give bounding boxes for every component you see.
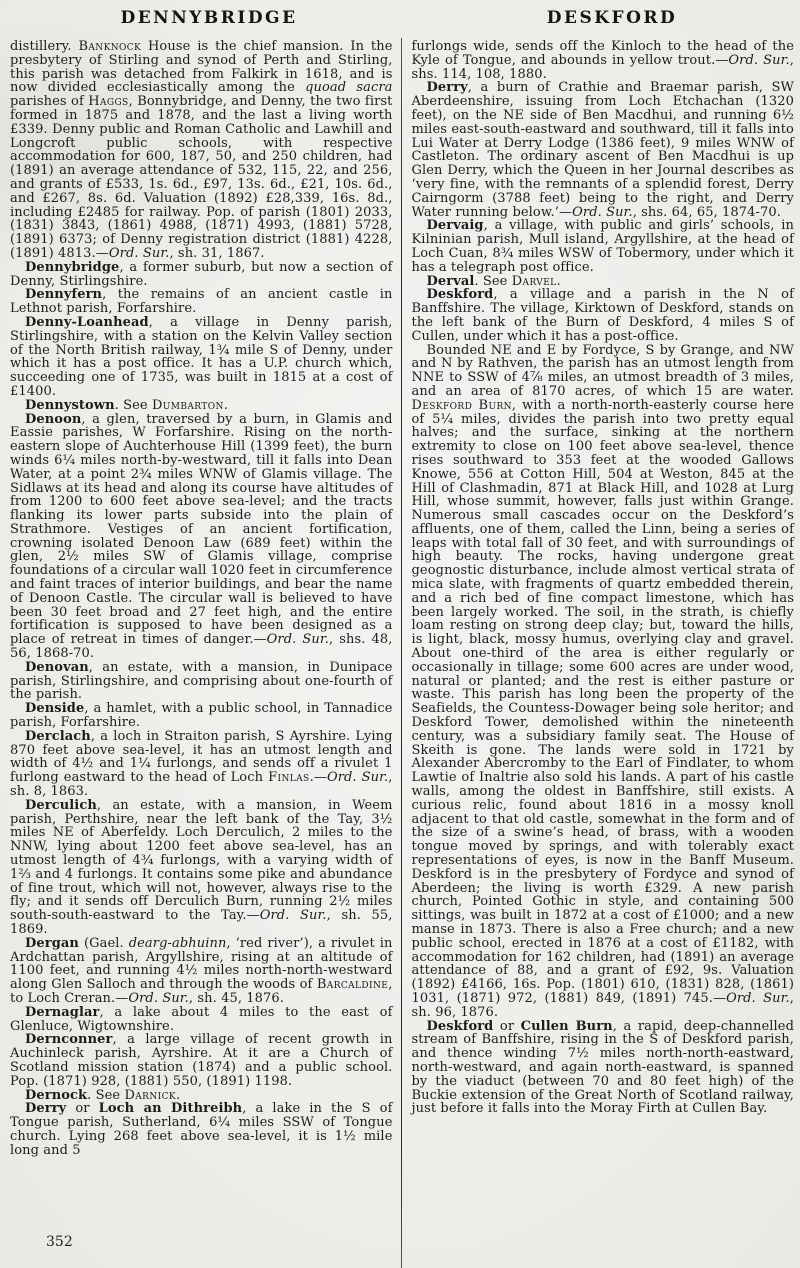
body-text: , sh. 96, 1876. [411,990,794,1020]
body-text: , a loch in Straiton parish, S Ayrshire. Lying 870 feet above sea-level, it has an utmost length and width of 4½ and 1¼ furlongs, and sends off a rivulet 1 furlong eastward to the head of Loch [10,728,393,786]
entry-paragraph [412,344,795,1020]
entry-paragraph [10,661,393,702]
entry-paragraph [10,937,393,1006]
body-text: , a large village of recent growth in Auchinleck parish, Ayrshire. At it are a Church of Scotland mission station (1874) and a public school. Pop. (1871) 928, (1881) 550, (1891) 1198. [10,1032,393,1089]
page-number: 352 [46,1234,73,1250]
source-citation: Ord. Sur. [259,908,327,924]
body-text: , a former suburb, but now a section of Denny, Stirlingshire. [10,259,393,289]
body-text: . See [114,397,152,413]
left-column [0,38,401,1234]
cross-reference: Haggs [88,94,129,110]
entry-paragraph [10,1102,393,1157]
body-text: , ‘red river’), a rivulet in Ardchattan parish, Argyllshire, rising at an altitude of 1100 feet, and running 4½ miles north-north-westward along Glen Salloch and through the woods of [10,935,393,993]
body-text: , a lake in the S of Tongue parish, Sutherland, 6¼ miles SSW of Tongue church. Lying 268 feet above sea-level, it is 1½ mile long and 5 [10,1101,393,1158]
body-text: . [223,397,228,413]
entry-paragraph [412,288,795,343]
body-text: , sh. 55, 1869. [10,908,393,937]
body-text: , a hamlet, with a public school, in Tannadice parish, Forfarshire. [10,701,393,731]
cross-reference: Barcaldine [316,977,389,993]
entry-paragraph [10,288,393,316]
cross-reference: Darvel [511,273,557,289]
entry-paragraph [10,261,393,289]
entry-paragraph [10,316,393,399]
entry-name: Derclach [25,728,91,744]
entry-name: Denny-Loanhead [25,314,149,330]
running-heads [0,8,800,38]
entry-paragraph [10,730,393,799]
body-text: , shs. 114, 108, 1880. [411,52,794,82]
body-text: , sh. 31, 1867. [169,245,265,261]
body-text: , sh. 8, 1863. [10,770,393,800]
entry-name: Dernock [25,1087,88,1103]
entry-name: Deskford [426,1018,494,1034]
entry-name: Derculich [25,797,97,813]
body-text: , a rapid, deep-channelled stream of Banffshire, rising in the S of Deskford parish, and thence winding 7½ miles north-north-eastward, north-westward, and again north-eastward, is spanned by the viaduct (between 70 and 80 feet high) of the Buckie extension of the Great North of Scotland railway, just before it falls into the Moray Firth at Cullen Bay. [411,1018,794,1117]
body-text: .— [309,770,327,786]
body-text: , the remains of an ancient castle in Lethnot parish, Forfarshire. [10,287,393,317]
entry-name: Deskford [426,287,494,303]
entry-name: Cullen Burn [520,1018,613,1034]
body-text: , shs. 48, 56, 1868-70. [10,632,393,662]
entry-name: Dennybridge [25,259,120,275]
body-text: or [493,1018,521,1034]
entry-paragraph [10,40,393,261]
cross-reference: Deskford Burn [411,397,512,413]
entry-paragraph [10,702,393,730]
body-text: , a glen, traversed by a burn, in Glamis and Eassie parishes, W Forfarshire. Rising on the north-eastern slope of Auchterhouse Hill (1399 feet), the burn winds 6¼ miles north-by-westward, till it falls into Dean Water, at a point 2¾ miles WNW of Glamis village. The Sidlaws at its head and along its course have altitudes of from 1200 to 600 feet above sea-level; and the tracts flanking its lower parts subside into the plain of Strathmore. Vestiges of an ancient fortification, crowning isolated Denoon Law (689 feet) within the glen, 2½ miles SW of Glamis village, comprise foundations of a circular wall 1020 feet in circumference and faint traces of interior buildings, and bear the name of Denoon Castle. The circular wall is believed to have been 30 feet broad and 27 feet high, and the entire fortification is supposed to have been designed as a place of retreat in times of danger.— [10,411,393,648]
body-text: (Gael. [78,935,129,951]
source-citation: Ord. Sur. [266,632,330,648]
entry-paragraph [412,219,795,274]
source-citation: Ord. Sur. [728,52,790,68]
body-text: , Bonnybridge, and Denny, the two first formed in 1875 and 1878, and the last a living worth £339. Denny public and Roman Catholic and Lawhill and Longcroft public schools, with respective accommodation for 600, 187, 50, and 250 children, had (1891) an average attendance of 532, 115, 22, and 256, and grants of £533, 1s. 6d., £97, 13s. 6d., £21, 10s. 6d., and £267, 8s. 6d. Valuation (1892) £28,339, 16s. 8d., including £2485 for railway. Pop. of parish (1801) 2033, (1831) 3843, (1861) 4988, (1871) 4993, (1881) 5728, (1891) 6373; of Denny registration district (1881) 4228, (1891) 4813.— [10,94,393,261]
body-text: furlongs wide, sends off the Kinloch to the head of the Kyle of Tongue, and abounds in yellow trout.— [411,39,794,68]
entry-paragraph [412,81,795,219]
source-citation: quoad sacra [305,80,393,96]
body-text: . See [474,273,512,289]
body-text: Bounded NE and E by Fordyce, S by Grange, and NW and N by Rathven, the parish has an utmost length from NNE to SSW of 4⅞ miles, an utmost breadth of 3 miles, and an area of 8170 acres, of which 15 are water. [411,342,794,399]
entry-name: Derval [426,273,475,289]
entry-paragraph [10,799,393,937]
entry-name: Dernaglar [25,1004,100,1020]
cross-reference: Darnick [124,1087,176,1103]
body-text: , an estate, with a mansion, in Weem parish, Perthshire, near the left bank of the Tay, 3½ miles NE of Aberfeldy. Loch Derculich, 2 miles to the NNW, lying about 1200 feet above sea-level, has an utmost length of 4¾ furlongs, with a varying width of 1⅔ and 4 furlongs. It contains some pike and abundance of fine trout, which will not, however, always rise to the fly; and it sends off Derculich Burn, running 2½ miles south-south-eastward to the Tay.— [10,797,393,924]
cross-reference: Banknock [78,39,142,54]
body-text: , an estate, with a mansion, in Dunipace parish, Stirlingshire, and comprising about one-fourth of the parish. [10,659,393,703]
body-text: , a lake about 4 miles to the east of Glenluce, Wigtownshire. [10,1004,393,1034]
source-citation: Ord. Sur. [572,204,633,220]
body-text: , a village in Denny parish, Stirlingshire, with a station on the Kelvin Valley section of the North British railway, 1¾ mile S of Denny, under which it has a post office. It has a U.P. church which, succeeding one of 1735, was built in 1815 at a cost of £1400. [10,314,393,399]
entry-name: Dergan [25,935,79,951]
body-text: parishes of [10,94,89,110]
right-column [402,38,800,1234]
cross-reference: Finlas [268,770,310,786]
entry-name: Dernconner [25,1032,113,1048]
entry-paragraph [10,399,393,413]
source-citation: Ord. Sur. [108,245,170,261]
entry-paragraph [10,413,393,661]
entry-name: Denoon [25,411,82,427]
body-text: House is the chief mansion. In the presbytery of Stirling and synod of Perth and Stirling, this parish was detached from Falkirk in 1618, and is now divided ecclesiastically among the [10,39,393,96]
body-text: , a village, with public and girls’ schools, in Kilninian parish, Mull island, Argyllshire, at the head of Loch Cuan, 8¾ miles WSW of Tobermory, under which it has a telegraph post office. [411,218,794,275]
body-text: or [66,1101,99,1117]
body-text: , a village and a parish in the N of Banffshire. The village, Kirktown of Deskford, stands on the left bank of the Burn of Deskford, 4 miles S of Cullen, under which it has a post-office. [411,287,794,344]
body-text: , with a north-north-easterly course here of 5¼ miles, divides the parish into two pretty equal halves; and the surface, sinking at the northern extremity to close on 100 feet above sea-level, thence rises southward to 353 feet at the wooded Gallows Knowe, 556 at Cotton Hill, 504 at Weston, 845 at the Hill of Clashmadin, 871 at Black Hill, and 1028 at Lurg Hill, whose summit, however, falls just within Grange. Numerous small cascades occur on the Deskford’s affluents, one of them, called the Linn, being a series of leaps with total fall of 30 feet, and with surroundings of high beauty. The rocks, having undergone great geognostic disturbance, include almost vertical strata of mica slate, with fragments of quartz embedded therein, and a rich bed of fine compact limestone, which has been largely worked. The soil, in the strath, is chiefly loam resting on strong deep clay; but, toward the hills, is light, black, mossy humus, overlying clay and gravel. About one-third of the area is either regularly or occasionally in tillage; some 600 acres are under wood, natural or planted; and the rest is either pasture or waste. This parish has long been the property of the Seafields, the Countess-Dowager being sole heritor; and Deskford Tower, demolished within the nineteenth century, was a subsidiary family seat. The House of Skeith is gone. The lands were sold in 1721 by Alexander Abercromby to the Earl of Findlater, to whom Lawtie of Inaltrie also sold his lands. A part of his castle walls, among the oldest in Banffshire, still exists. A curious relic, found about 1816 in a mossy knoll adjacent to that old castle, somewhat in the form and of the size of a swine’s head, of brass, with a wooden tongue moved by springs, and with tolerably exact representations of eyes, is now in the Banff Museum. Deskford is in the presbytery of Fordyce and synod of Aberdeen; the living is worth £329. A new parish church, Pointed Gothic in style, and containing 500 sittings, was built in 1872 at a cost of £1000; and a new manse in 1873. There is also a Free church; and a new public school, erected in 1876 at a cost of £1182, with accommodation for 162 children, had (1891) an average attendance of 88, and a grant of £92, 9s. Valuation (1892) £4166, 16s. Pop. (1801) 610, (1831) 828, (1861) 1031, (1871) 972, (1881) 849, (1891) 745.— [411,397,794,1006]
body-text: , a burn of Crathie and Braemar parish, SW Aberdeenshire, issuing from Loch Etchachan (1320 feet), on the NE side of Ben Macdhui, and running 6½ miles east-south-eastward and southward, till it falls into Lui Water at Derry Lodge (1386 feet), 9 miles WNW of Castleton. The ordinary ascent of Ben Macdhui is up Glen Derry, which the Queen in her Journal describes as ‘very fine, with the remnants of a splendid forest, Derry Cairngorm (3788 feet) being to the right, and Derry Water running below.’— [411,80,794,220]
entry-name: Dennystown [25,397,115,413]
body-text: , to Loch Creran.— [10,977,393,1006]
source-citation: dearg-abhuinn [128,935,227,951]
entry-paragraph [10,1089,393,1103]
body-text: . [175,1087,181,1103]
body-text: , shs. 64, 65, 1874-70. [632,204,781,220]
text-columns [0,38,800,1268]
body-text: . [556,273,561,289]
entry-name: Loch an Dithreibh [98,1101,243,1117]
entry-paragraph [10,1033,393,1088]
body-text: , sh. 45, 1876. [188,990,285,1006]
running-head-left: DENNYBRIDGE [120,8,298,28]
entry-paragraph [412,40,795,81]
entry-name: Denside [25,701,85,717]
source-citation: Ord. Sur. [128,990,189,1006]
source-citation: Ord. Sur. [726,990,790,1006]
body-text: distillery. [10,39,79,54]
entry-name: Derry [25,1101,67,1117]
source-citation: Ord. Sur. [326,770,389,786]
entry-paragraph [412,1020,795,1117]
entry-paragraph [10,1006,393,1034]
entry-name: Dennyfern [25,287,103,303]
running-head-right: DESKFORD [546,8,678,28]
entry-name: Denovan [25,659,89,675]
body-text: . See [87,1087,125,1103]
entry-paragraph [412,275,795,289]
cross-reference: Dumbarton [151,397,224,413]
entry-name: Dervaig [426,218,484,234]
entry-name: Derry [426,80,468,96]
